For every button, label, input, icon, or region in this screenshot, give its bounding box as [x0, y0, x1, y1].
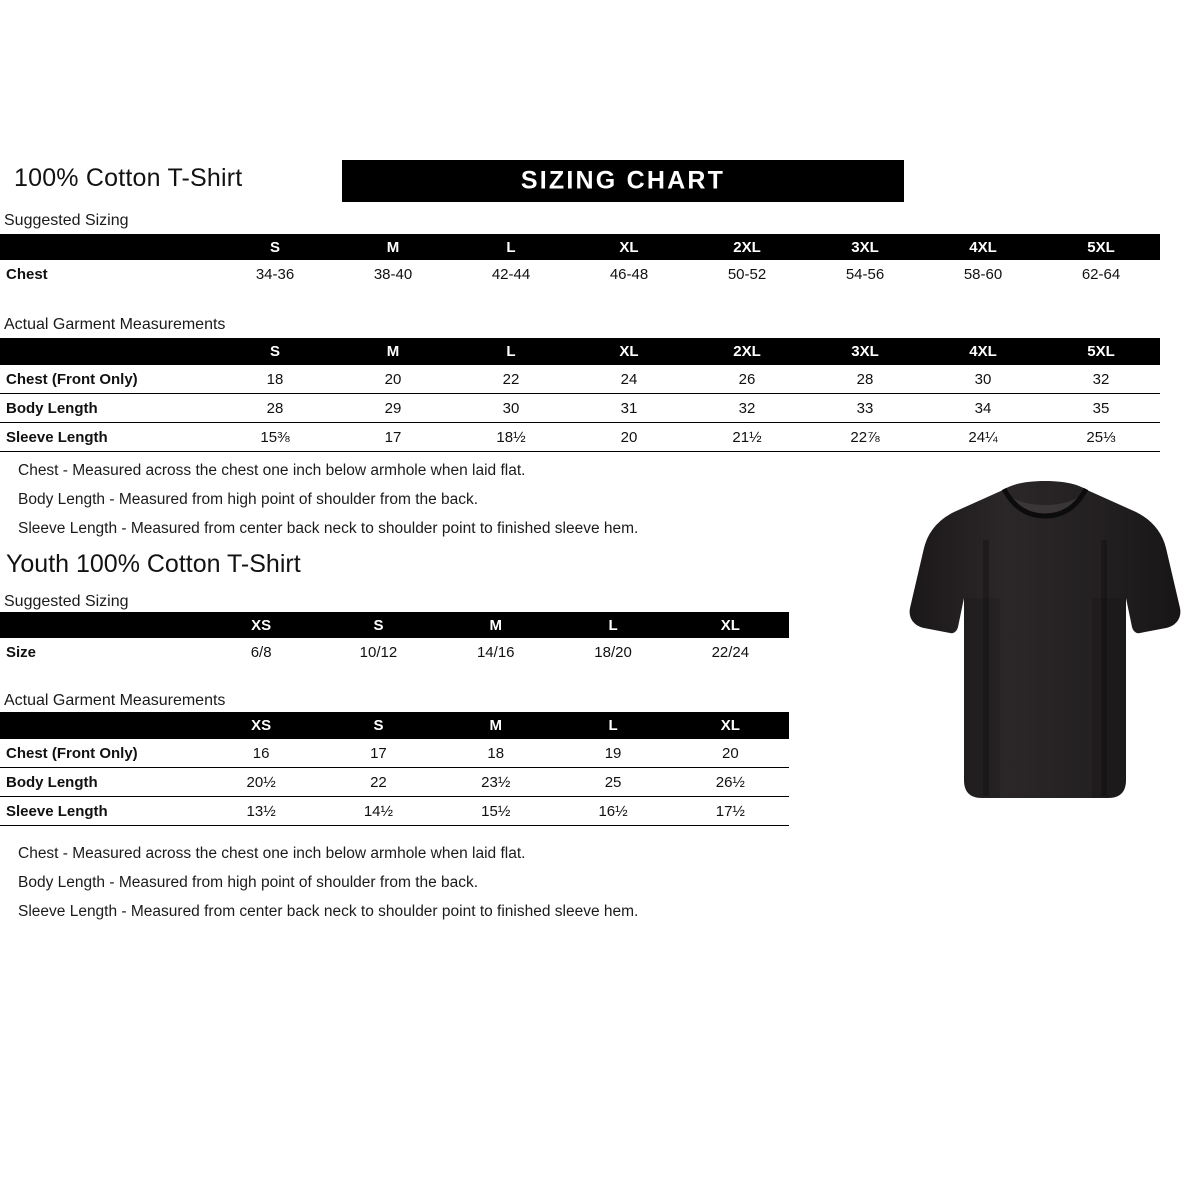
cell: 20 — [570, 423, 688, 452]
youth-actual-table — [0, 712, 789, 826]
col-header: XL — [619, 238, 639, 256]
row-label: Body Length — [0, 394, 216, 423]
black-t-shirt-icon — [900, 480, 1190, 810]
cell: 6/8 — [250, 643, 272, 661]
cell: 35 — [1042, 394, 1160, 423]
col-header: 5XL — [1087, 238, 1115, 256]
cell: 18½ — [452, 423, 570, 452]
youth-suggested-label: Suggested Sizing — [4, 593, 129, 610]
adult-suggested-label: Suggested Sizing — [4, 212, 129, 229]
col-header: 2XL — [733, 238, 761, 256]
cell: 54-56 — [845, 265, 885, 283]
table-row — [0, 768, 789, 797]
col-header: 5XL — [1087, 342, 1115, 360]
cell: 19 — [554, 739, 671, 768]
cell: 18 — [437, 739, 554, 768]
cell: 28 — [216, 394, 334, 423]
cell: 16½ — [554, 797, 671, 826]
row-label: Chest — [6, 265, 48, 283]
cell: 25 — [554, 768, 671, 797]
cell: 31 — [570, 394, 688, 423]
table-header-row — [0, 234, 1160, 260]
cell: 34 — [924, 394, 1042, 423]
col-header: 3XL — [851, 342, 879, 360]
cell: 26½ — [672, 768, 789, 797]
cell: 25⅓ — [1042, 423, 1160, 452]
cell: 22 — [320, 768, 437, 797]
youth-note: Sleeve Length - Measured from center back neck to shoulder point to finished sleeve hem. — [18, 903, 639, 920]
row-label: Size — [6, 643, 37, 661]
cell: 28 — [806, 365, 924, 394]
col-header: 4XL — [969, 238, 997, 256]
col-header: S — [373, 616, 384, 634]
col-header: S — [373, 716, 384, 734]
adult-note: Sleeve Length - Measured from center back neck to shoulder point to finished sleeve hem. — [18, 520, 639, 537]
cell: 22⅞ — [806, 423, 924, 452]
cell: 30 — [924, 365, 1042, 394]
table-row — [0, 739, 789, 768]
sizing-chart-banner — [342, 160, 904, 202]
cell: 38-40 — [373, 265, 413, 283]
youth-section-title: Youth 100% Cotton T-Shirt — [6, 550, 301, 578]
col-header — [0, 712, 203, 739]
youth-suggested-table — [0, 612, 789, 666]
table-row — [0, 423, 1160, 452]
row-label: Sleeve Length — [0, 423, 216, 452]
cell: 23½ — [437, 768, 554, 797]
adult-section-title: 100% Cotton T-Shirt — [14, 164, 243, 192]
col-header: 3XL — [851, 238, 879, 256]
table-row — [0, 260, 1160, 288]
col-header — [0, 338, 216, 365]
cell: 20 — [672, 739, 789, 768]
col-header: XL — [619, 342, 639, 360]
cell: 58-60 — [963, 265, 1003, 283]
col-header — [0, 234, 216, 260]
row-label: Chest (Front Only) — [0, 365, 216, 394]
col-header: M — [489, 716, 502, 734]
table-header-row — [0, 338, 1160, 365]
cell: 62-64 — [1081, 265, 1121, 283]
col-header: XL — [720, 716, 740, 734]
cell: 34-36 — [255, 265, 295, 283]
col-header: L — [506, 238, 516, 256]
table-row — [0, 365, 1160, 394]
cell: 15½ — [437, 797, 554, 826]
col-header: XS — [251, 716, 272, 734]
cell: 17 — [334, 423, 452, 452]
col-header — [0, 612, 203, 638]
col-header: 2XL — [733, 342, 761, 360]
cell: 21½ — [688, 423, 806, 452]
col-header: L — [506, 342, 516, 360]
cell: 22/24 — [711, 643, 750, 661]
cell: 15⅜ — [216, 423, 334, 452]
cell: 32 — [688, 394, 806, 423]
table-header-row — [0, 612, 789, 638]
cell: 32 — [1042, 365, 1160, 394]
table-header-row — [0, 712, 789, 739]
cell: 18 — [216, 365, 334, 394]
cell: 13½ — [203, 797, 320, 826]
col-header: L — [608, 616, 618, 634]
cell: 22 — [452, 365, 570, 394]
cell: 17 — [320, 739, 437, 768]
adult-actual-label: Actual Garment Measurements — [4, 316, 226, 333]
cell: 14½ — [320, 797, 437, 826]
cell: 30 — [452, 394, 570, 423]
cell: 14/16 — [476, 643, 515, 661]
cell: 33 — [806, 394, 924, 423]
cell: 46-48 — [609, 265, 649, 283]
adult-note: Body Length - Measured from high point of shoulder from the back. — [18, 491, 479, 508]
cell: 18/20 — [594, 643, 632, 661]
adult-note: Chest - Measured across the chest one inch below armhole when laid flat. — [18, 462, 526, 479]
cell: 29 — [334, 394, 452, 423]
cell: 24 — [570, 365, 688, 394]
youth-actual-label: Actual Garment Measurements — [4, 692, 226, 709]
row-label: Body Length — [0, 768, 203, 797]
col-header: S — [269, 238, 280, 256]
cell: 20½ — [203, 768, 320, 797]
adult-suggested-table — [0, 234, 1160, 288]
youth-note: Chest - Measured across the chest one inch below armhole when laid flat. — [18, 845, 526, 862]
cell: 50-52 — [727, 265, 767, 283]
cell: 17½ — [672, 797, 789, 826]
table-row — [0, 394, 1160, 423]
col-header: M — [386, 238, 400, 256]
col-header: M — [386, 342, 400, 360]
cell: 24¼ — [924, 423, 1042, 452]
col-header: L — [608, 716, 618, 734]
cell: 26 — [688, 365, 806, 394]
row-label: Sleeve Length — [0, 797, 203, 826]
cell: 42-44 — [491, 265, 531, 283]
cell: 16 — [203, 739, 320, 768]
col-header: M — [489, 616, 502, 634]
sizing-chart-banner-label: SIZING CHART — [520, 166, 726, 195]
tshirt-illustration — [900, 480, 1190, 810]
col-header: XL — [720, 616, 740, 634]
table-row — [0, 638, 789, 666]
row-label: Chest (Front Only) — [0, 739, 203, 768]
col-header: XS — [251, 616, 272, 634]
cell: 10/12 — [359, 643, 398, 661]
col-header: 4XL — [969, 342, 997, 360]
adult-actual-table — [0, 338, 1160, 452]
cell: 20 — [334, 365, 452, 394]
header-row — [14, 160, 904, 202]
col-header: S — [269, 342, 280, 360]
youth-note: Body Length - Measured from high point of shoulder from the back. — [18, 874, 479, 891]
table-row — [0, 797, 789, 826]
